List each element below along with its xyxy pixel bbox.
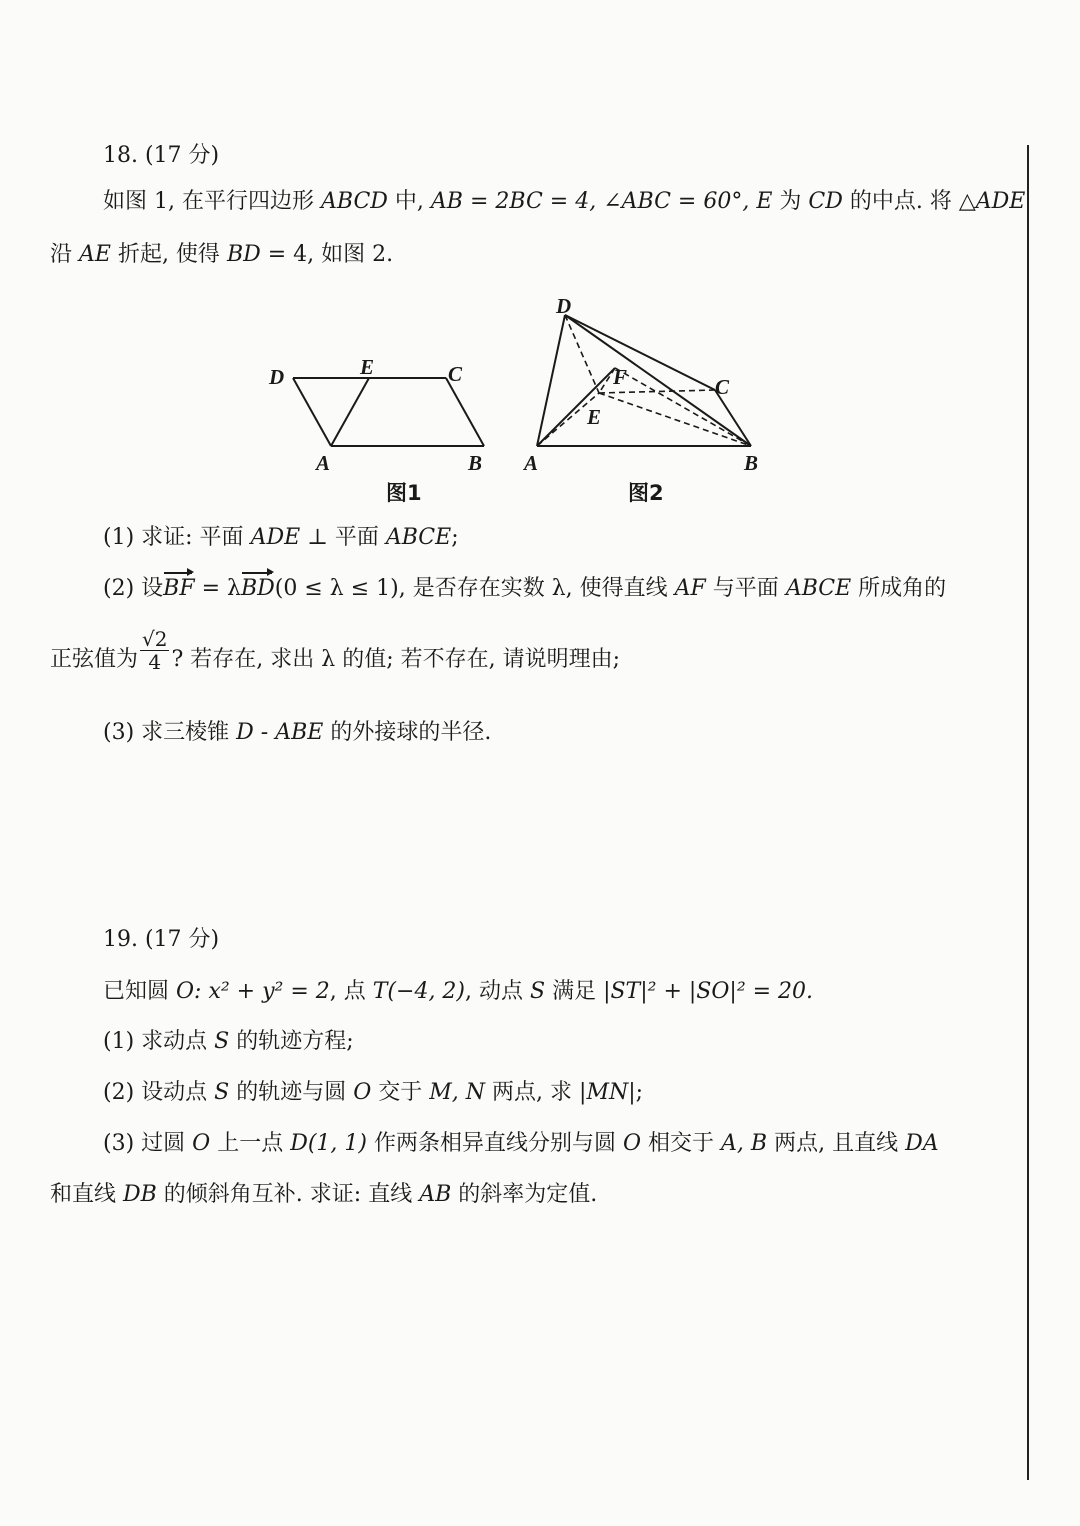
- fig2-edge-ec: [599, 390, 715, 393]
- figure-2-folded-pyramid: [515, 290, 785, 475]
- fig2-label-c: C: [715, 375, 730, 399]
- q18-part1: (1) 求证: 平面 ADE ⊥ 平面 ABCE;: [103, 525, 459, 550]
- fig1-label-a: A: [316, 451, 331, 475]
- fig2-edge-fb: [615, 368, 751, 446]
- fig2-edge-dc: [565, 315, 715, 390]
- q18-intro-line2: 沿 AE 折起, 使得 BD = 4, 如图 2.: [50, 242, 394, 267]
- figure-1-caption: 图1: [386, 481, 422, 505]
- vector-bd: BD: [240, 576, 275, 601]
- q19-header: 19. (17 分): [103, 927, 220, 952]
- q19-intro: 已知圆 O: x² + y² = 2, 点 T(−4, 2), 动点 S 满足 |ST|² + |SO|² = 20.: [103, 979, 814, 1004]
- q18-part2-line1: (2) 设BF = λBD(0 ≤ λ ≤ 1), 是否存在实数 λ, 使得直线 AF 与平面 ABCE 所成角的: [103, 576, 947, 601]
- fig1-label-b: B: [468, 451, 483, 475]
- q19-part3-line1: (3) 过圆 O 上一点 D(1, 1) 作两条相异直线分别与圆 O 相交于 A, B 两点, 且直线 DA: [103, 1131, 939, 1156]
- fig2-edge-af: [537, 368, 615, 446]
- fig2-label-f: F: [613, 365, 628, 389]
- fig1-label-e: E: [360, 355, 375, 379]
- fig2-label-a: A: [524, 451, 539, 475]
- q18-part3: (3) 求三棱锥 D - ABE 的外接球的半径.: [103, 720, 492, 745]
- figure-2-caption: 图2: [628, 481, 664, 505]
- fig2-label-b: B: [744, 451, 759, 475]
- fig2-label-d: D: [556, 294, 572, 318]
- figure-1-parallelogram: [262, 350, 502, 475]
- fig2-edge-eb: [599, 393, 751, 446]
- fig1-edge-da: [293, 378, 331, 446]
- q19-part1: (1) 求动点 S 的轨迹方程;: [103, 1029, 354, 1054]
- vector-bf: BF: [163, 576, 195, 601]
- fraction-sqrt2-over-4: $\frac{√2}{4}$: [142, 626, 168, 674]
- fig1-edge-cb: [446, 378, 484, 446]
- q19-part2: (2) 设动点 S 的轨迹与圆 O 交于 M, N 两点, 求 |MN|;: [103, 1080, 644, 1105]
- fig2-label-e: E: [587, 405, 602, 429]
- q18-intro-line1: 如图 1, 在平行四边形 ABCD 中, AB = 2BC = 4, ∠ABC = 60°, E 为 CD 的中点. 将 △ADE: [103, 189, 1026, 214]
- q18-part2-line2: 正弦值为 $\frac{√2}{4}$ ? 若存在, 求出 λ 的值; 若不存在, 请说明理由;: [50, 626, 620, 674]
- q18-header: 18. (17 分): [103, 143, 220, 168]
- q19-part3-line2: 和直线 DB 的倾斜角互补. 求证: 直线 AB 的斜率为定值.: [50, 1182, 598, 1207]
- fig1-label-d: D: [269, 365, 285, 389]
- right-margin-rule: [1027, 145, 1029, 1480]
- fig1-edge-ea: [331, 378, 369, 446]
- fig1-label-c: C: [448, 362, 463, 386]
